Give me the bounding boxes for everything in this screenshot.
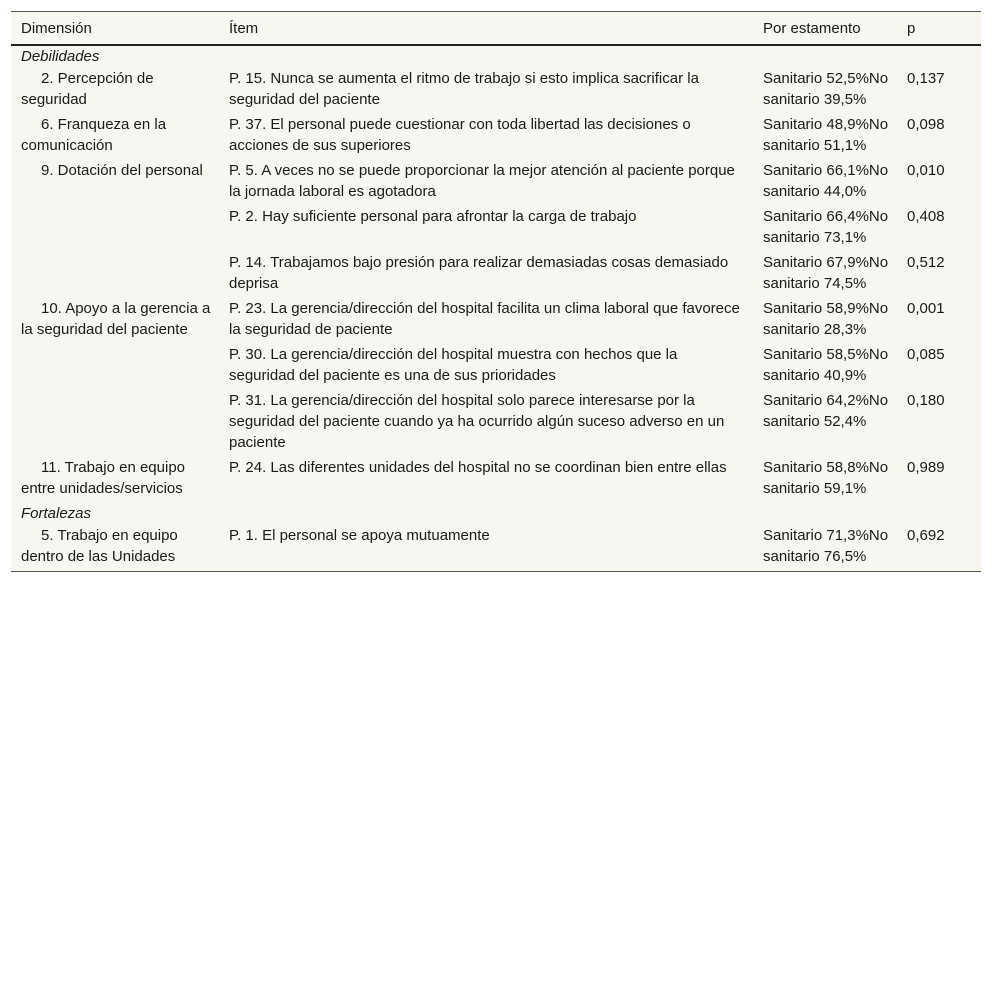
estamento-cell: Sanitario 67,9%No sanitario 74,5% bbox=[763, 254, 889, 292]
p-value-cell: 0,085 bbox=[907, 346, 945, 363]
table-row bbox=[11, 114, 981, 160]
p-value-cell: 0,692 bbox=[907, 527, 945, 544]
dimension-cell: 11. Trabajo en equipo entre unidades/servicios bbox=[21, 459, 186, 497]
table-row bbox=[11, 252, 981, 298]
table-row bbox=[11, 298, 981, 344]
dimension-cell: 10. Apoyo a la gerencia a la seguridad del paciente bbox=[21, 300, 211, 338]
item-cell: P. 37. El personal puede cuestionar con toda libertad las decisiones o acciones de sus superiores bbox=[229, 116, 691, 154]
dimension-cell bbox=[11, 206, 219, 252]
dimension-cell: 5. Trabajo en equipo dentro de las Unidades bbox=[21, 527, 178, 565]
section-title: Fortalezas bbox=[21, 505, 92, 522]
table-row bbox=[11, 206, 981, 252]
estamento-cell: Sanitario 48,9%No sanitario 51,1% bbox=[763, 116, 889, 154]
p-value-cell: 0,010 bbox=[907, 162, 945, 179]
table-container bbox=[11, 11, 981, 572]
header-dimension: Dimensión bbox=[11, 12, 219, 46]
estamento-cell: Sanitario 66,4%No sanitario 73,1% bbox=[763, 208, 889, 246]
item-cell: P. 15. Nunca se aumenta el ritmo de trabajo si esto implica sacrificar la seguridad del paciente bbox=[229, 70, 699, 108]
header-p: p bbox=[897, 12, 981, 46]
estamento-cell: Sanitario 66,1%No sanitario 44,0% bbox=[763, 162, 889, 200]
table-row bbox=[11, 160, 981, 206]
estamento-cell: Sanitario 58,8%No sanitario 59,1% bbox=[763, 459, 889, 497]
estamento-cell: Sanitario 58,5%No sanitario 40,9% bbox=[763, 346, 889, 384]
header-estamento: Por estamento bbox=[753, 12, 897, 46]
item-cell: P. 1. El personal se apoya mutuamente bbox=[229, 527, 490, 544]
p-value-cell: 0,001 bbox=[907, 300, 945, 317]
item-cell: P. 14. Trabajamos bajo presión para realizar demasiadas cosas demasiado deprisa bbox=[229, 254, 729, 292]
p-value-cell: 0,098 bbox=[907, 116, 945, 133]
item-cell: P. 23. La gerencia/dirección del hospital facilita un clima laboral que favorece la seguridad de paciente bbox=[229, 300, 740, 338]
table-row bbox=[11, 344, 981, 390]
item-cell: P. 2. Hay suficiente personal para afrontar la carga de trabajo bbox=[229, 208, 637, 225]
p-value-cell: 0,180 bbox=[907, 392, 945, 409]
header-item: Ítem bbox=[219, 12, 753, 46]
estamento-cell: Sanitario 71,3%No sanitario 76,5% bbox=[763, 527, 889, 565]
p-value-cell: 0,512 bbox=[907, 254, 945, 271]
section-row bbox=[11, 503, 981, 525]
header-row bbox=[11, 12, 981, 46]
table-body bbox=[11, 45, 981, 572]
data-table bbox=[11, 11, 981, 572]
dimension-cell bbox=[11, 390, 219, 457]
item-cell: P. 24. Las diferentes unidades del hospital no se coordinan bien entre ellas bbox=[229, 459, 727, 476]
dimension-cell: 9. Dotación del personal bbox=[41, 162, 203, 179]
table-row bbox=[11, 525, 981, 572]
table-row bbox=[11, 390, 981, 457]
item-cell: P. 30. La gerencia/dirección del hospital muestra con hechos que la seguridad del paciente es una de sus prioridades bbox=[229, 346, 678, 384]
dimension-cell bbox=[11, 252, 219, 298]
dimension-cell bbox=[11, 344, 219, 390]
item-cell: P. 5. A veces no se puede proporcionar la mejor atención al paciente porque la jornada laboral es agotadora bbox=[229, 162, 735, 200]
item-cell: P. 31. La gerencia/dirección del hospital solo parece interesarse por la seguridad del paciente cuando ya ha ocurrido algún suceso adverso en un paciente bbox=[229, 392, 725, 451]
estamento-cell: Sanitario 58,9%No sanitario 28,3% bbox=[763, 300, 889, 338]
p-value-cell: 0,137 bbox=[907, 70, 945, 87]
p-value-cell: 0,408 bbox=[907, 208, 945, 225]
table-row bbox=[11, 457, 981, 503]
dimension-cell: 6. Franqueza en la comunicación bbox=[21, 116, 167, 154]
estamento-cell: Sanitario 52,5%No sanitario 39,5% bbox=[763, 70, 889, 108]
dimension-cell: 2. Percepción de seguridad bbox=[21, 70, 154, 108]
table-row bbox=[11, 68, 981, 114]
estamento-cell: Sanitario 64,2%No sanitario 52,4% bbox=[763, 392, 889, 430]
section-title: Debilidades bbox=[21, 48, 100, 65]
p-value-cell: 0,989 bbox=[907, 459, 945, 476]
section-row bbox=[11, 45, 981, 68]
